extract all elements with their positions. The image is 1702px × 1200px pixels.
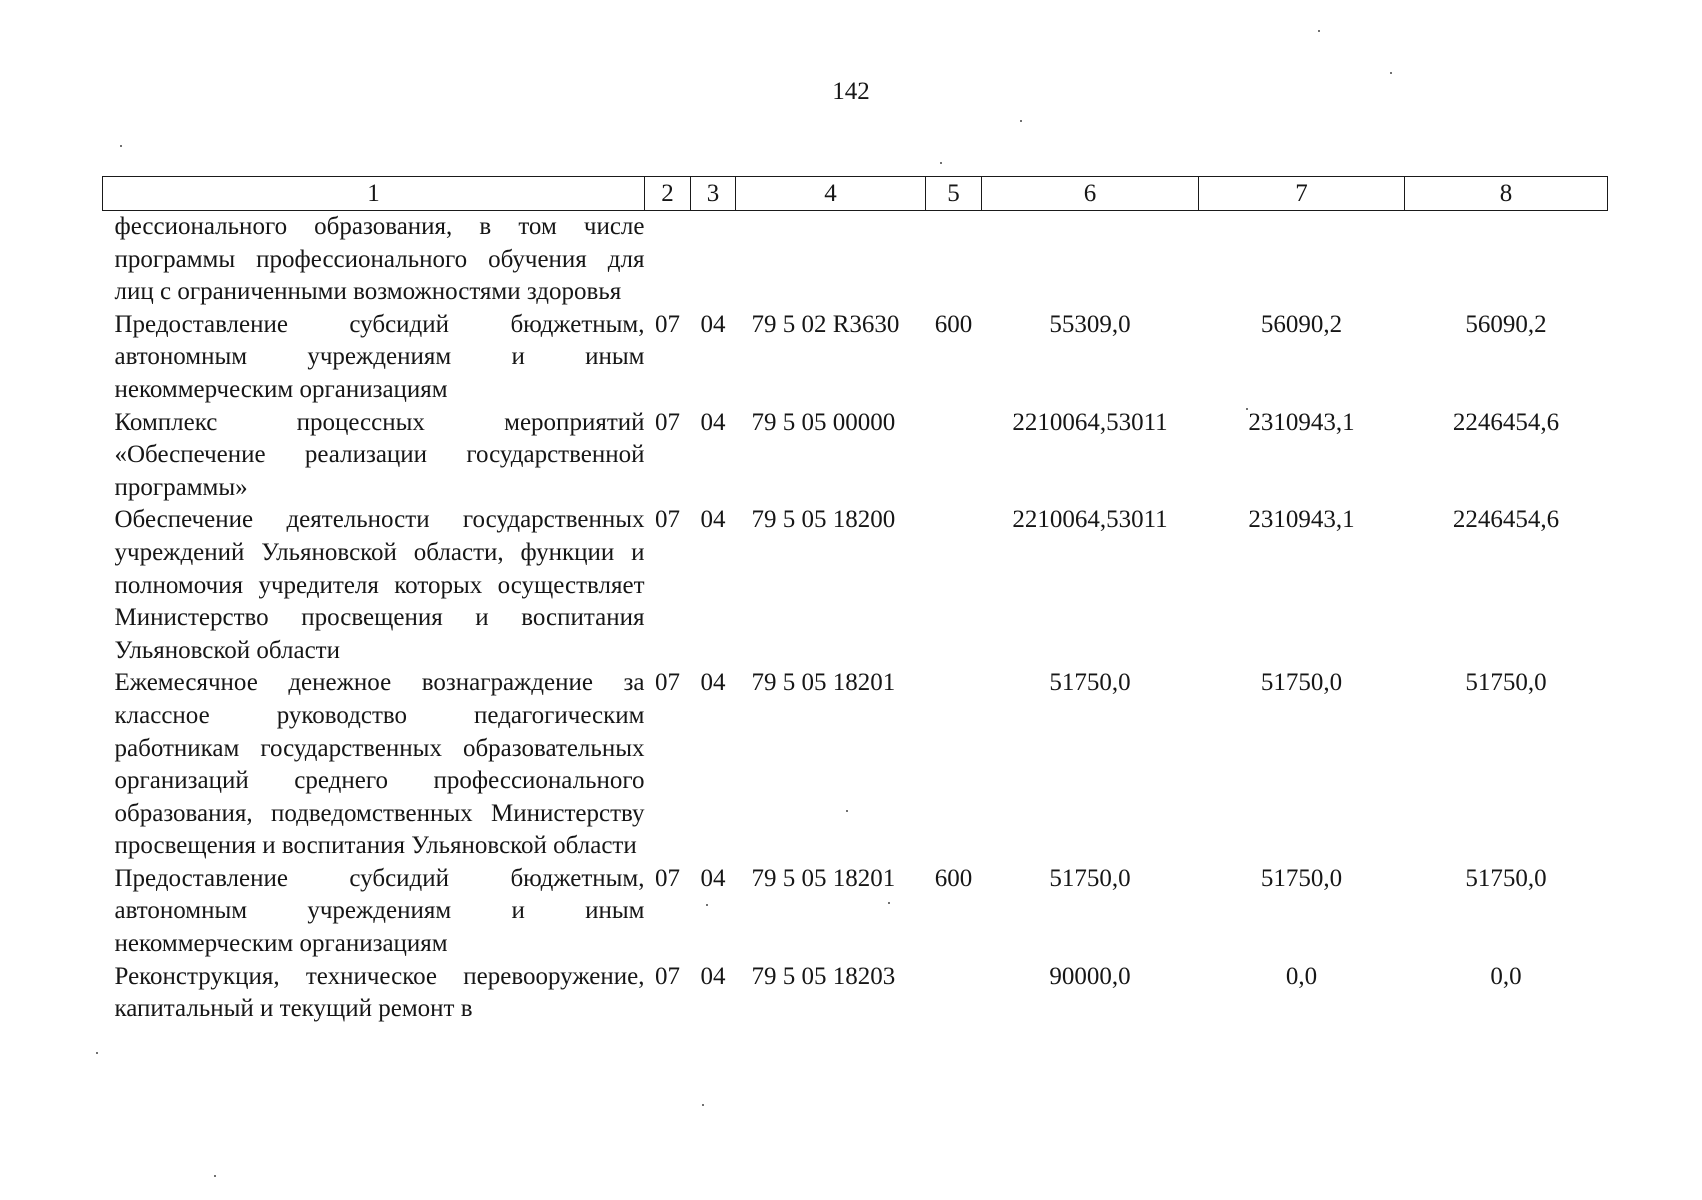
row-name: фессионального образования, в том числе программы профессионального обучения для лиц с ограниченными возможностями здоровья — [114, 213, 645, 306]
scan-speck — [1390, 72, 1392, 74]
table-row — [103, 504, 1608, 667]
row-amount-6: 2210064,53011 — [1012, 408, 1168, 436]
header-col-4: 4 — [736, 177, 926, 211]
row-amount-7: 56090,2 — [1260, 310, 1343, 338]
row-expense-type — [926, 211, 982, 309]
row-target-code: 79 5 05 18200 — [751, 506, 896, 534]
scan-speck — [702, 1104, 704, 1106]
scan-speck — [120, 145, 122, 147]
row-amount-7: 2310943,1 — [1248, 506, 1355, 534]
row-amount-8: 51750,0 — [1465, 864, 1547, 892]
header-row — [103, 177, 1608, 211]
table-row — [103, 961, 1608, 1026]
row-target-code: 79 5 05 18201 — [751, 669, 896, 697]
row-amount-8: 56090,2 — [1465, 310, 1547, 338]
table-row — [103, 667, 1608, 863]
header-col-6: 6 — [982, 177, 1199, 211]
header-col-5: 5 — [926, 177, 982, 211]
row-target-code: 79 5 05 00000 — [751, 408, 896, 436]
row-subsection: 04 — [700, 506, 726, 534]
row-section: 07 — [655, 310, 680, 338]
row-amount-6: 55309,0 — [1049, 310, 1131, 338]
row-amount-8 — [1405, 211, 1608, 309]
row-amount-6: 51750,0 — [1049, 669, 1131, 697]
row-amount-7: 51750,0 — [1260, 864, 1343, 892]
row-name: Предоставление субсидий бюджетным, автономным учреждениям и иным некоммерческим организациям — [114, 310, 645, 403]
row-name: Комплекс процессных мероприятий «Обеспечение реализации государственной программы» — [114, 408, 645, 501]
header-col-8: 8 — [1405, 177, 1608, 211]
row-expense-type — [926, 407, 982, 505]
header-col-1: 1 — [103, 177, 645, 211]
row-target-code: 79 5 02 R3630 — [751, 310, 900, 338]
scan-speck — [96, 1052, 98, 1054]
row-section: 07 — [655, 864, 680, 892]
row-name: Реконструкция, техническое перевооружение, капитальный и текущий ремонт в — [114, 962, 645, 1023]
page-number: 142 — [832, 78, 870, 105]
row-expense-type — [926, 504, 982, 667]
table-row — [103, 309, 1608, 407]
row-expense-type: 600 — [934, 864, 973, 892]
budget-table — [102, 176, 1608, 1026]
row-target-code: 79 5 05 18203 — [751, 962, 896, 990]
row-subsection: 04 — [700, 864, 726, 892]
scan-speck — [1318, 30, 1320, 32]
scan-speck — [1020, 120, 1022, 122]
row-expense-type — [926, 961, 982, 1026]
table-body — [103, 211, 1608, 1026]
row-section: 07 — [655, 506, 680, 534]
row-amount-7: 51750,0 — [1260, 669, 1343, 697]
scan-speck — [888, 902, 890, 904]
table-row — [103, 407, 1608, 505]
row-amount-7: 0,0 — [1285, 962, 1318, 990]
header-col-3: 3 — [691, 177, 736, 211]
row-target-code — [736, 211, 926, 309]
table-row — [103, 211, 1608, 309]
row-name: Обеспечение деятельности государственных учреждений Ульяновской области, функции и полномочия учредителя которых осуществляет Министерство просвещения и воспитания Ульяновской области — [114, 506, 645, 664]
scan-speck — [940, 162, 942, 164]
row-subsection: 04 — [700, 962, 726, 990]
row-amount-8: 2246454,6 — [1452, 506, 1560, 534]
row-subsection: 04 — [700, 310, 726, 338]
row-amount-8: 51750,0 — [1465, 669, 1547, 697]
row-amount-6: 51750,0 — [1049, 864, 1131, 892]
row-expense-type: 600 — [934, 310, 973, 338]
row-amount-8: 0,0 — [1490, 962, 1522, 990]
row-name: Ежемесячное денежное вознаграждение за классное руководство педагогическим работникам государственных образовательных организаций среднего профессионального образования, подведомственных Министерству просвещения и воспитания Ульяновской области — [114, 669, 645, 860]
row-target-code: 79 5 05 18201 — [751, 864, 896, 892]
row-amount-7: 2310943,1 — [1248, 408, 1355, 436]
row-expense-type — [926, 667, 982, 863]
header-col-2: 2 — [645, 177, 691, 211]
row-section: 07 — [655, 669, 680, 697]
row-amount-8: 2246454,6 — [1452, 408, 1560, 436]
table-header — [103, 177, 1608, 211]
scan-speck — [1246, 408, 1248, 410]
row-subsection: 04 — [700, 669, 726, 697]
table-row — [103, 863, 1608, 961]
row-subsection: 04 — [700, 408, 726, 436]
scan-speck — [846, 810, 848, 812]
row-subsection — [691, 211, 736, 309]
scan-speck — [706, 904, 708, 906]
header-col-7: 7 — [1199, 177, 1405, 211]
row-name: Предоставление субсидий бюджетным, автономным учреждениям и иным некоммерческим организациям — [114, 864, 645, 958]
row-section: 07 — [655, 408, 680, 436]
row-amount-7 — [1199, 211, 1405, 309]
row-amount-6: 90000,0 — [1049, 962, 1131, 990]
row-amount-6 — [982, 211, 1199, 309]
row-section — [645, 211, 691, 309]
scan-speck — [214, 1175, 216, 1177]
row-amount-6: 2210064,53011 — [1012, 506, 1168, 534]
row-section: 07 — [655, 962, 680, 990]
